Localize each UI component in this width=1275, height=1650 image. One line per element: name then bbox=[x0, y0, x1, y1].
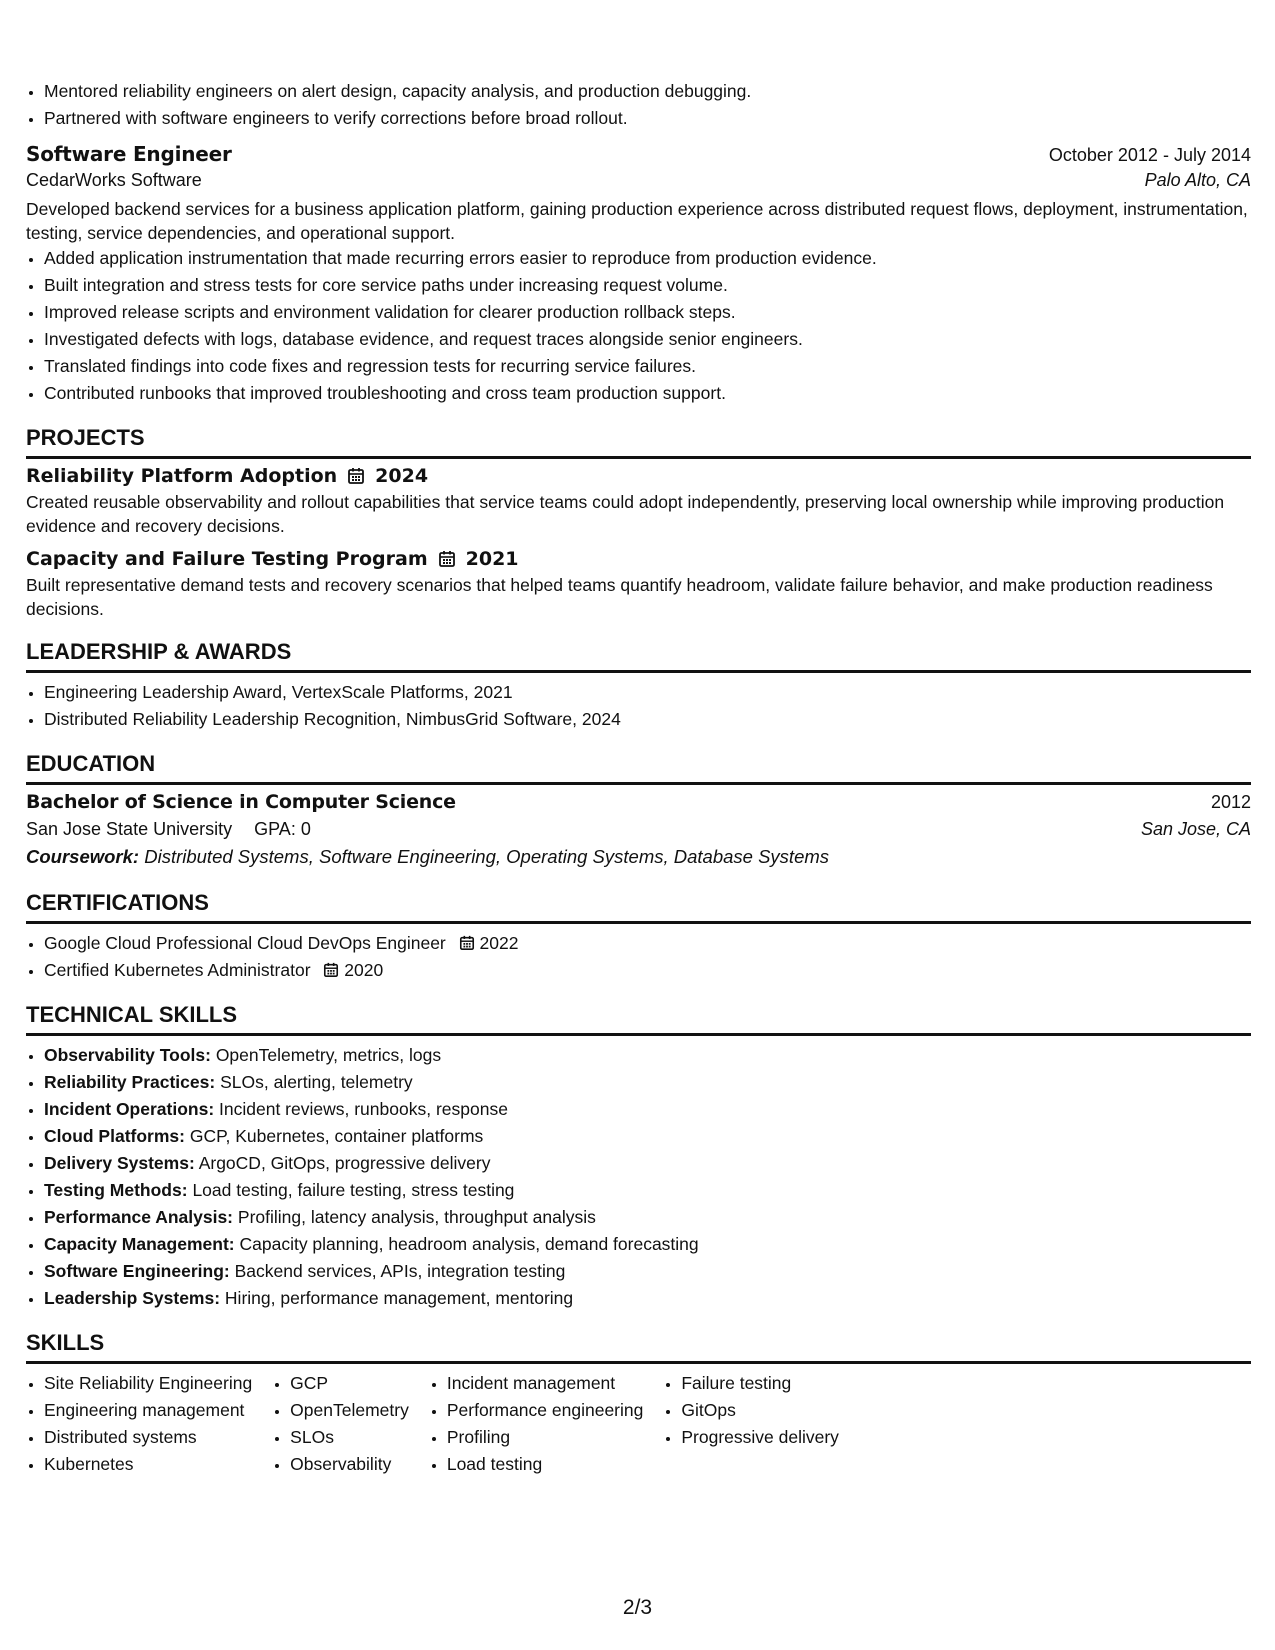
certification-name: Google Cloud Professional Cloud DevOps Engineer bbox=[44, 933, 446, 953]
skill-category: Delivery Systems: bbox=[44, 1153, 195, 1173]
skill-values: OpenTelemetry, metrics, logs bbox=[215, 1045, 442, 1065]
calendar-icon bbox=[347, 467, 365, 485]
list-item: • Translated findings into code fixes and regression tests for recurring service failures. bbox=[44, 353, 1251, 380]
skill-category: Testing Methods: bbox=[44, 1180, 188, 1200]
skill-category: Cloud Platforms: bbox=[44, 1126, 185, 1146]
list-item bbox=[44, 1204, 1251, 1231]
skill-category: Software Engineering: bbox=[44, 1261, 230, 1281]
skills-column bbox=[272, 1370, 429, 1478]
skill-values: Backend services, APIs, integration testing bbox=[234, 1261, 566, 1281]
project-title: Reliability Platform Adoption bbox=[26, 465, 338, 487]
certification-year: 2022 bbox=[479, 933, 519, 953]
skill-values: Load testing, failure testing, stress testing bbox=[192, 1180, 515, 1200]
section-heading: TECHNICAL SKILLS bbox=[26, 1002, 1251, 1036]
skills-column bbox=[663, 1370, 859, 1478]
resume-page bbox=[26, 78, 1251, 1478]
skills-column bbox=[26, 1370, 272, 1478]
list-item bbox=[44, 1042, 1251, 1069]
list-item: • Built integration and stress tests for core service paths under increasing request volume. bbox=[44, 272, 1251, 299]
certification-year: 2020 bbox=[344, 960, 384, 980]
project-year: 2021 bbox=[465, 548, 519, 570]
certification-name: Certified Kubernetes Administrator bbox=[44, 960, 311, 980]
skill-values: Capacity planning, headroom analysis, demand forecasting bbox=[239, 1234, 699, 1254]
calendar-icon bbox=[459, 935, 475, 951]
certifications-section bbox=[26, 890, 1251, 984]
list-item bbox=[44, 1177, 1251, 1204]
list-item: • Distributed systems bbox=[44, 1424, 252, 1451]
list-item: • Engineering Leadership Award, VertexScale Platforms, 2021 bbox=[44, 679, 1251, 706]
coursework bbox=[26, 846, 1251, 868]
list-item: • Load testing bbox=[447, 1451, 644, 1478]
list-item bbox=[44, 1096, 1251, 1123]
job-entry bbox=[26, 142, 1251, 407]
skill-values: Incident reviews, runbooks, response bbox=[219, 1099, 508, 1119]
list-item bbox=[44, 1258, 1251, 1285]
skill-category: Reliability Practices: bbox=[44, 1072, 216, 1092]
education-section bbox=[26, 751, 1251, 868]
skill-category: Observability Tools: bbox=[44, 1045, 211, 1065]
list-item bbox=[44, 1231, 1251, 1258]
job-company: CedarWorks Software bbox=[26, 170, 202, 190]
page-number: 2/3 bbox=[622, 1596, 653, 1619]
calendar-icon bbox=[438, 550, 456, 568]
list-item: • Incident management bbox=[447, 1370, 644, 1397]
project-entry bbox=[26, 465, 1251, 538]
skill-values: GCP, Kubernetes, container platforms bbox=[189, 1126, 484, 1146]
list-item: • Kubernetes bbox=[44, 1451, 252, 1478]
list-item bbox=[44, 1150, 1251, 1177]
school-location: San Jose, CA bbox=[1140, 819, 1251, 839]
job-dates: October 2012 - July 2014 bbox=[1048, 145, 1251, 165]
list-item bbox=[44, 1285, 1251, 1312]
project-description: Built representative demand tests and recovery scenarios that helped teams quantify headroom, validate failure behavior, and make production readiness decisions. bbox=[26, 575, 1213, 619]
skill-values: Hiring, performance management, mentoring bbox=[224, 1288, 574, 1308]
list-item: • GCP bbox=[290, 1370, 409, 1397]
section-heading: LEADERSHIP & AWARDS bbox=[26, 639, 1251, 673]
list-item: • GitOps bbox=[681, 1397, 839, 1424]
list-item: • Investigated defects with logs, database evidence, and request traces alongside senior engineers. bbox=[44, 326, 1251, 353]
section-heading: PROJECTS bbox=[26, 425, 1251, 459]
job-location: Palo Alto, CA bbox=[1144, 170, 1251, 190]
list-item: • Partnered with software engineers to verify corrections before broad rollout. bbox=[44, 105, 1251, 132]
section-heading: EDUCATION bbox=[26, 751, 1251, 785]
coursework-list: Distributed Systems, Software Engineering, Operating Systems, Database Systems bbox=[144, 846, 830, 867]
project-description: Created reusable observability and rollout capabilities that service teams could adopt independently, preserving local ownership while improving production evidence and recovery decisions. bbox=[26, 492, 1225, 536]
list-item: • Mentored reliability engineers on alert design, capacity analysis, and production debugging. bbox=[44, 78, 1251, 105]
list-item: • Observability bbox=[290, 1451, 409, 1478]
list-item: • Progressive delivery bbox=[681, 1424, 839, 1451]
list-item: • Performance engineering bbox=[447, 1397, 644, 1424]
list-item: • Contributed runbooks that improved troubleshooting and cross team production support. bbox=[44, 380, 1251, 407]
job-title: Software Engineer bbox=[26, 142, 232, 166]
list-item: • Distributed Reliability Leadership Recognition, NimbusGrid Software, 2024 bbox=[44, 706, 1251, 733]
list-item: • OpenTelemetry bbox=[290, 1397, 409, 1424]
list-item: • Engineering management bbox=[44, 1397, 252, 1424]
list-item: • Added application instrumentation that made recurring errors easier to reproduce from production evidence. bbox=[44, 245, 1251, 272]
list-item bbox=[44, 1123, 1251, 1150]
skill-category: Performance Analysis: bbox=[44, 1207, 234, 1227]
school-name: San Jose State University bbox=[26, 819, 233, 839]
job-bullets bbox=[26, 245, 1251, 407]
project-year: 2024 bbox=[375, 465, 429, 487]
list-item: • Failure testing bbox=[681, 1370, 839, 1397]
skill-values: Profiling, latency analysis, throughput analysis bbox=[237, 1207, 596, 1227]
graduation-year: 2012 bbox=[1210, 792, 1251, 812]
previous-job-bullets bbox=[26, 78, 1251, 132]
job-description: Developed backend services for a business application platform, gaining production experience across distributed request flows, deployment, instrumentation, testing, service dependencies, and operational support. bbox=[26, 199, 1248, 243]
skill-category: Capacity Management: bbox=[44, 1234, 235, 1254]
projects-section bbox=[26, 425, 1251, 621]
gpa: GPA: 0 bbox=[254, 819, 311, 839]
skill-category: Leadership Systems: bbox=[44, 1288, 221, 1308]
list-item: • Improved release scripts and environment validation for clearer production rollback steps. bbox=[44, 299, 1251, 326]
leadership-section bbox=[26, 639, 1251, 733]
skills-column bbox=[429, 1370, 664, 1478]
skill-values: ArgoCD, GitOps, progressive delivery bbox=[198, 1153, 491, 1173]
section-heading: SKILLS bbox=[26, 1330, 1251, 1364]
list-item: • Site Reliability Engineering bbox=[44, 1370, 252, 1397]
section-heading: CERTIFICATIONS bbox=[26, 890, 1251, 924]
calendar-icon bbox=[323, 962, 339, 978]
coursework-label: Coursework: bbox=[26, 846, 140, 867]
project-entry bbox=[26, 548, 1251, 621]
skills-section bbox=[26, 1330, 1251, 1478]
list-item bbox=[44, 1069, 1251, 1096]
skill-values: SLOs, alerting, telemetry bbox=[220, 1072, 413, 1092]
list-item bbox=[44, 957, 1251, 984]
list-item bbox=[44, 930, 1251, 957]
skill-category: Incident Operations: bbox=[44, 1099, 215, 1119]
list-item: • Profiling bbox=[447, 1424, 644, 1451]
technical-skills-section bbox=[26, 1002, 1251, 1312]
degree-title: Bachelor of Science in Computer Science bbox=[26, 791, 456, 813]
project-title: Capacity and Failure Testing Program bbox=[26, 548, 428, 570]
skills-grid bbox=[26, 1370, 1251, 1478]
list-item: • SLOs bbox=[290, 1424, 409, 1451]
